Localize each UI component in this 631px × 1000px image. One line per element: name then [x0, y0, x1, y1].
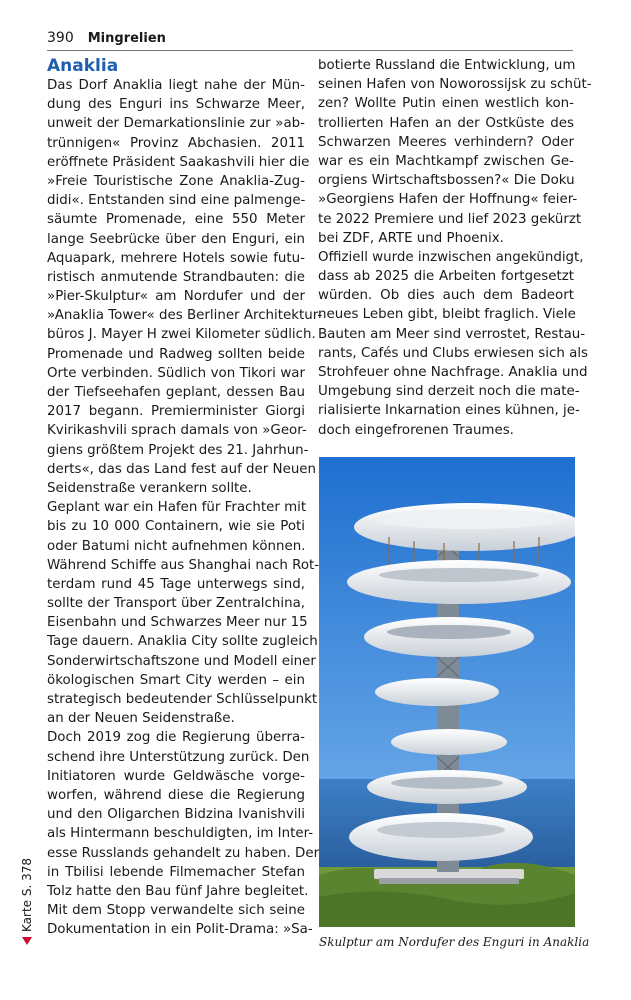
map-reference-label: Karte S. 378: [20, 858, 34, 932]
text-line: Schwarzen Meeres verhindern? Oder: [318, 134, 574, 150]
text-line: Strohfeuer ohne Nachfrage. Anaklia und: [318, 365, 588, 380]
text-line: strategisch bedeutender Schlüsselpunkt: [47, 692, 318, 707]
text-line: te 2022 Premiere und lief 2023 gekürzt: [318, 211, 582, 227]
sculpture-photo: [319, 457, 575, 927]
running-head: Mingrelien: [87, 31, 166, 46]
text-line: Sonderwirtschaftszone und Modell einer: [47, 653, 316, 669]
text-line: Doch 2019 zog die Regierung überra-: [47, 730, 305, 746]
text-line: Promenade und Radweg sollten beide: [47, 346, 305, 362]
text-line: »Georgiens Hafen der Hoffnung« feier-: [318, 192, 578, 208]
text-line: in Tbilisi lebende Filmemacher Stefan: [47, 864, 305, 880]
text-line: Orte verbinden. Südlich von Tikori war: [47, 365, 305, 381]
text-line: Während Schiffe aus Shanghai nach Rot-: [47, 557, 320, 573]
text-line: Bauten am Meer sind verrostet, Restau-: [318, 326, 586, 342]
right-column: [318, 56, 592, 440]
section-title: Anaklia: [47, 56, 119, 76]
text-line: Geplant war ein Hafen für Frachter mit: [47, 500, 307, 516]
text-line: Eisenbahn und Schwarzes Meer nur 15: [47, 615, 308, 631]
text-line: lange Seebrücke über den Enguri, ein: [47, 231, 305, 247]
text-line: büros J. Mayer H zwei Kilometer südlich.: [47, 327, 316, 343]
text-line: ökologischen Smart City werden – ein: [47, 672, 305, 688]
text-line: seinen Hafen von Noworossijsk zu schüt-: [318, 77, 592, 93]
text-line: eröffnete Präsident Saakashvili hier die: [47, 154, 310, 170]
text-line: Kvirikashvili sprach damals von »Geor-: [47, 423, 307, 439]
text-line: trollierten Hafen an der Ostküste des: [318, 115, 574, 131]
text-line: bei ZDF, ARTE und Phoenix.: [318, 230, 504, 246]
text-line: an der Neuen Seidenstraße.: [47, 711, 235, 727]
left-column-text: [47, 76, 323, 939]
text-line: Aquapark, mehrere Hotels sowie futu-: [47, 250, 305, 266]
page-header: [47, 30, 573, 50]
text-line: terdam rund 45 Tage unterwegs sind,: [47, 576, 305, 592]
text-line: Dokumentation in ein Polit-Drama: »Sa-: [47, 922, 313, 938]
triangle-marker-icon: [22, 937, 32, 945]
text-line: giens größtem Projekt des 21. Jahrhun-: [47, 442, 309, 458]
page-number: 390: [47, 30, 74, 46]
text-line: orgiens Wirtschaftsbossen?« Die Doku: [318, 173, 575, 189]
text-line: Initiatoren wurde Geldwäsche vorge-: [47, 768, 305, 784]
text-line: dung des Enguri ins Schwarze Meer,: [47, 97, 305, 113]
text-line: Das Dorf Anaklia liegt nahe der Mün-: [47, 78, 305, 93]
text-line: unweit der Demarkationslinie zur »ab-: [47, 116, 305, 132]
text-line: als Hintermann beschuldigten, im Inter-: [47, 826, 314, 842]
text-line: 2017 begann. Premierminister Giorgi: [47, 404, 305, 420]
text-line: säumte Promenade, eine 550 Meter: [47, 212, 305, 228]
photo-caption: Skulptur am Nordufer des Enguri in Anaklia: [319, 935, 590, 949]
text-line: würden. Ob dies auch dem Badeort: [318, 288, 574, 304]
text-line: Mit dem Stopp verwandelte sich seine: [47, 903, 305, 919]
header-rule: [47, 50, 573, 51]
text-line: esse Russlands gehandelt zu haben. Der: [47, 845, 320, 861]
text-line: trünnigen« Provinz Abchasien. 2011: [47, 135, 305, 151]
text-line: war es ein Machtkampf zwischen Ge-: [318, 153, 574, 169]
text-line: ristisch anmutende Strandbauten: die: [47, 269, 305, 285]
text-line: der Tiefseehafen geplant, dessen Bau: [47, 385, 305, 400]
text-line: worfen, während diese die Regierung: [47, 787, 305, 803]
text-line: bis zu 10 000 Containern, wie sie Poti: [47, 519, 305, 535]
left-column: [47, 56, 323, 939]
text-line: neues Leben gibt, bleibt fraglich. Viele: [318, 307, 576, 323]
text-line: schend ihre Unterstützung zurück. Den: [47, 749, 310, 765]
text-line: Tage dauern. Anaklia City sollte zugleich: [47, 634, 318, 650]
text-line: rialisierte Inkarnation eines kühnen, je-: [318, 403, 580, 419]
text-line: »Anaklia Tower« des Berliner Architektur-: [47, 308, 323, 324]
text-line: doch eingefrorenen Traumes.: [318, 422, 514, 438]
text-line: Offiziell wurde inzwischen angekündigt,: [318, 249, 584, 265]
sculpture-tower-photo: [319, 457, 575, 927]
text-line: rants, Cafés und Clubs erwiesen sich als: [318, 345, 589, 361]
text-line: »Pier-Skulptur« am Nordufer und der: [47, 289, 305, 305]
text-line: Tolz hatte den Bau fünf Jahre begleitet.: [47, 883, 309, 899]
right-column-text: [318, 56, 592, 440]
text-line: oder Batumi nicht aufnehmen können.: [47, 538, 306, 554]
text-line: Seidenstraße verankern sollte.: [47, 480, 252, 496]
text-line: didi«. Entstanden sind eine palmenge-: [47, 193, 306, 209]
text-line: »Freie Touristische Zone Anaklia-Zug-: [47, 173, 305, 189]
text-line: botierte Russland die Entwicklung, um: [318, 58, 576, 73]
text-line: sollte der Transport über Zentralchina,: [47, 596, 306, 612]
text-line: und den Oligarchen Bidzina Ivanishvili: [47, 807, 305, 823]
text-line: derts«, das das Land fest auf der Neuen: [47, 461, 317, 477]
text-line: dass ab 2025 die Arbeiten fortgesetzt: [318, 269, 574, 285]
text-line: Umgebung sind derzeit noch die mate-: [318, 384, 580, 400]
text-line: zen? Wollte Putin einen westlich kon-: [318, 96, 574, 112]
